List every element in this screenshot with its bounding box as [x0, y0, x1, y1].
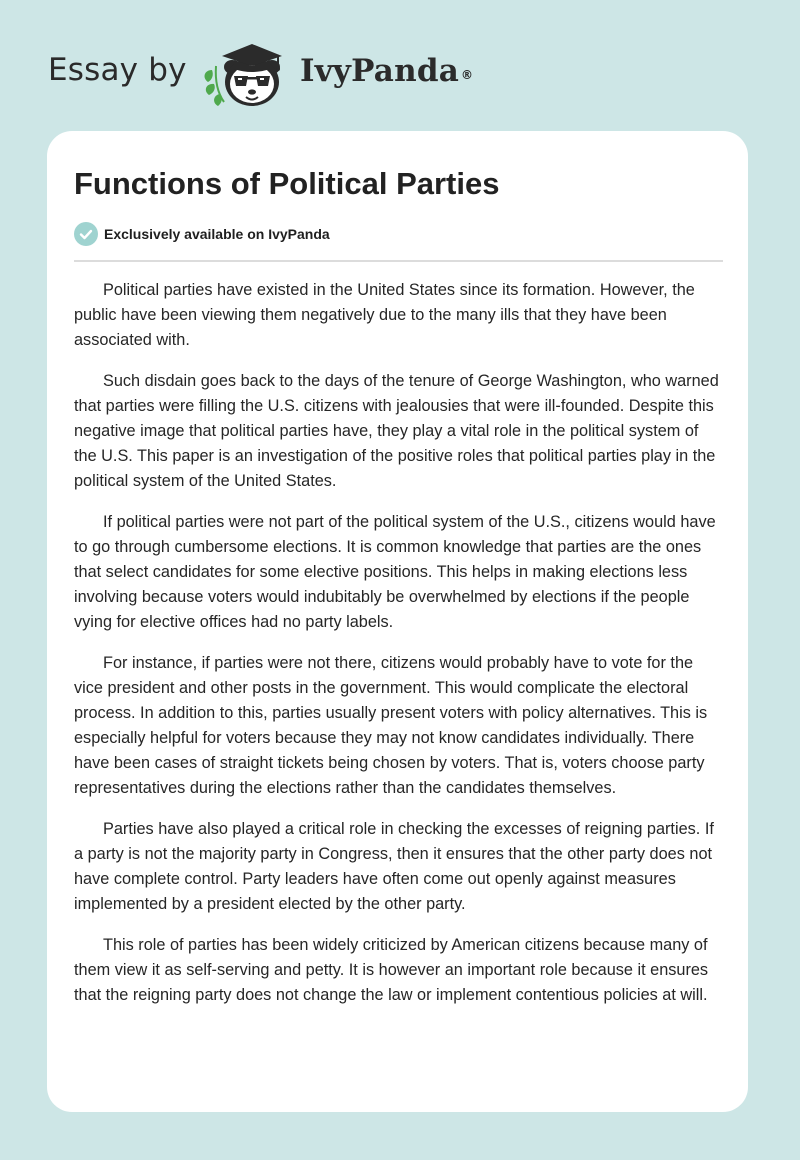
site-header: [0, 0, 800, 130]
brand-name[interactable]: [300, 50, 473, 92]
paragraph: Parties have also played a critical role in checking the excesses of reigning parties. If a party is not the majority party in Congress, then it ensures that the other party does not have complete control. Party leaders have often come out openly against measures implemented by a president elected by the other party.: [74, 820, 714, 913]
brand-name-text: IvyPanda: [300, 53, 459, 89]
exclusive-badge: [74, 222, 330, 246]
article-card: [47, 131, 748, 1112]
paragraph: If political parties were not part of the political system of the U.S., citizens would have to go through cumbersome elections. It is common knowledge that parties are the ones that select candidates for some elective positions. This helps in making elections less involving because voters would indubitably be overwhelmed by elections if the people vying for elective offices had no party labels.: [74, 513, 716, 631]
paragraph: For instance, if parties were not there, citizens would probably have to vote for the vice president and other posts in the government. This would complicate the electoral process. In addition to this, parties usually present voters with policy alternatives. This is especially helpful for voters because they may not know candidates individually. There have been cases of straight tickets being chosen by voters. That is, voters choose party representatives during the elections rather than the candidates themselves.: [74, 654, 708, 797]
check-circle-icon: [74, 222, 98, 246]
page-title: Functions of Political Parties: [74, 166, 500, 201]
essay-by-label: Essay by: [48, 52, 187, 88]
panda-graduate-logo-icon[interactable]: [200, 36, 292, 110]
paragraph: Political parties have existed in the United States since its formation. However, the public have been viewing them negatively due to the many ills that they have been associated with.: [74, 281, 695, 349]
divider: [74, 260, 723, 262]
article-body: [74, 278, 724, 1024]
paragraph: This role of parties has been widely criticized by American citizens because many of them view it as self-serving and petty. It is however an important role because it ensures that the reigning party does not change the law or implement contentious policies at will.: [74, 936, 709, 1004]
paragraph: Such disdain goes back to the days of the tenure of George Washington, who warned that parties were filling the U.S. citizens with jealousies that were ill-founded. Despite this negative image that political parties have, they play a vital role in the political system of the U.S. This paper is an investigation of the positive roles that political parties play in the political system of the United States.: [74, 372, 719, 490]
exclusive-badge-label: Exclusively available on IvyPanda: [104, 226, 330, 242]
registered-mark: ®: [461, 68, 474, 82]
